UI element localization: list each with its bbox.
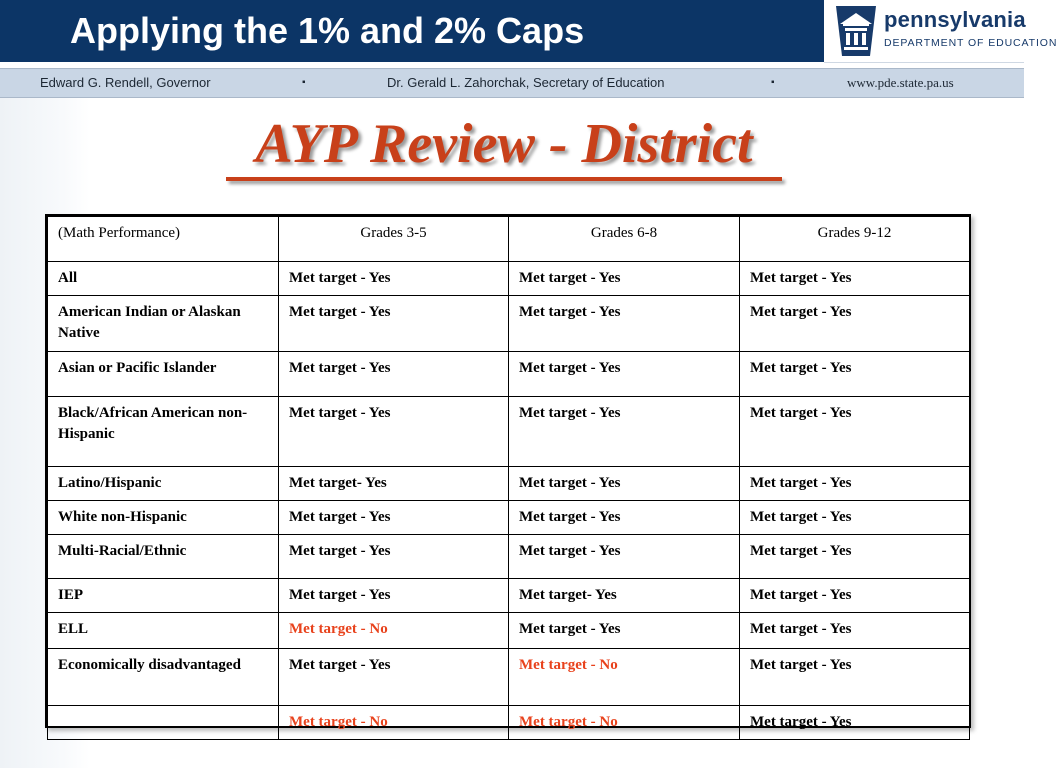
header-bar xyxy=(0,0,824,62)
keystone-schoolhouse-icon xyxy=(832,4,880,58)
status-cell: Met target - Yes xyxy=(279,296,509,352)
table-header-row xyxy=(48,217,970,262)
row-label-cell: American Indian or Alaskan Native xyxy=(48,296,279,352)
table-row xyxy=(48,467,970,501)
table-row xyxy=(48,296,970,352)
status-cell: Met target - Yes xyxy=(279,397,509,467)
status-cell: Met target - Yes xyxy=(740,535,970,579)
governor-credit: Edward G. Rendell, Governor xyxy=(40,75,211,90)
status-cell: Met target - Yes xyxy=(509,296,740,352)
status-cell: Met target - Yes xyxy=(279,535,509,579)
row-label-cell xyxy=(48,706,279,740)
status-cell: Met target- Yes xyxy=(509,579,740,613)
info-separator: ▪ xyxy=(302,77,306,88)
table-row xyxy=(48,706,970,740)
status-cell: Met target - Yes xyxy=(740,352,970,397)
row-label-cell: All xyxy=(48,262,279,296)
status-cell: Met target - Yes xyxy=(279,352,509,397)
status-cell: Met target - Yes xyxy=(279,501,509,535)
column-header: Grades 9-12 xyxy=(740,217,970,262)
status-cell: Met target - No xyxy=(279,706,509,740)
status-cell: Met target - Yes xyxy=(509,397,740,467)
status-cell: Met target - Yes xyxy=(740,649,970,706)
column-header: Grades 6-8 xyxy=(509,217,740,262)
header-title: Applying the 1% and 2% Caps xyxy=(70,10,585,51)
row-label-cell: White non-Hispanic xyxy=(48,501,279,535)
row-label-cell: ELL xyxy=(48,613,279,649)
table-row xyxy=(48,613,970,649)
status-cell: Met target - Yes xyxy=(509,501,740,535)
status-cell: Met target - Yes xyxy=(509,467,740,501)
ayp-table-container xyxy=(45,214,971,728)
row-label-cell: IEP xyxy=(48,579,279,613)
table-row xyxy=(48,501,970,535)
status-cell: Met target - No xyxy=(509,649,740,706)
ayp-table xyxy=(47,216,970,740)
status-cell: Met target - Yes xyxy=(740,296,970,352)
column-header: (Math Performance) xyxy=(48,217,279,262)
slide-title: AYP Review - District xyxy=(255,113,753,175)
status-cell: Met target - Yes xyxy=(740,706,970,740)
status-cell: Met target - Yes xyxy=(279,579,509,613)
status-cell: Met target - Yes xyxy=(509,535,740,579)
title-underline xyxy=(226,177,782,181)
logo-subtitle: DEPARTMENT OF EDUCATION xyxy=(884,37,1057,49)
status-cell: Met target - Yes xyxy=(740,501,970,535)
table-row xyxy=(48,352,970,397)
info-separator: ▪ xyxy=(771,77,775,88)
status-cell: Met target - Yes xyxy=(740,613,970,649)
row-label-cell: Latino/Hispanic xyxy=(48,467,279,501)
status-cell: Met target - Yes xyxy=(279,649,509,706)
row-label-cell: Economically disadvantaged xyxy=(48,649,279,706)
logo-name: pennsylvania xyxy=(884,7,1026,32)
table-row xyxy=(48,535,970,579)
table-row xyxy=(48,579,970,613)
status-cell: Met target - Yes xyxy=(509,262,740,296)
table-row xyxy=(48,262,970,296)
row-label-cell: Multi-Racial/Ethnic xyxy=(48,535,279,579)
website-link[interactable]: www.pde.state.pa.us xyxy=(847,75,954,90)
status-cell: Met target - Yes xyxy=(509,352,740,397)
secretary-credit: Dr. Gerald L. Zahorchak, Secretary of Education xyxy=(387,75,665,90)
status-cell: Met target - Yes xyxy=(740,579,970,613)
status-cell: Met target - No xyxy=(279,613,509,649)
status-cell: Met target - Yes xyxy=(279,262,509,296)
column-header: Grades 3-5 xyxy=(279,217,509,262)
pde-logo xyxy=(824,0,1057,63)
table-row xyxy=(48,649,970,706)
row-label-cell: Black/African American non-Hispanic xyxy=(48,397,279,467)
status-cell: Met target- Yes xyxy=(279,467,509,501)
table-row xyxy=(48,397,970,467)
status-cell: Met target - Yes xyxy=(740,397,970,467)
status-cell: Met target - Yes xyxy=(740,262,970,296)
info-bar xyxy=(0,68,1024,98)
status-cell: Met target - No xyxy=(509,706,740,740)
status-cell: Met target - Yes xyxy=(509,613,740,649)
status-cell: Met target - Yes xyxy=(740,467,970,501)
row-label-cell: Asian or Pacific Islander xyxy=(48,352,279,397)
